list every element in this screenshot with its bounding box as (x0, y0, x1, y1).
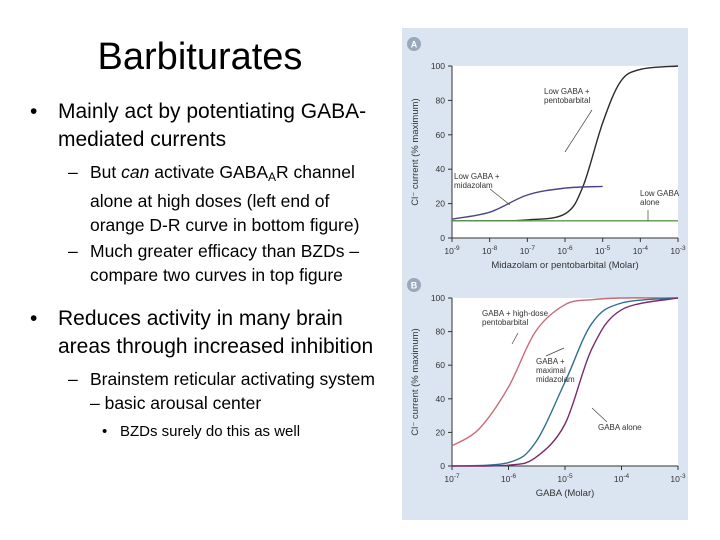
figure-panel (402, 28, 688, 520)
bullet-1-sub-1-pre: But (90, 162, 122, 182)
panel-b-x-tick-label: $10^{-4}$ (613, 473, 630, 484)
panel-a-y-tick-label: 80 (435, 95, 445, 106)
bullet-1-sub-1-post: R channel alone at high doses (left end of orange D-R curve in bottom figure) (90, 162, 360, 235)
bullet-2-sub-1-sub-1 (30, 421, 380, 443)
panel-a-y-tick-label: 60 (435, 129, 445, 140)
panel-a-y-tick-label: 20 (435, 198, 445, 209)
panel-b-y-tick-label: 60 (435, 360, 445, 371)
panel-a-x-tick-label: $10^{-7}$ (519, 245, 535, 256)
panel-b-y-tick-label: 100 (430, 293, 445, 303)
panel-b-x-axis-label: GABA (Molar) (535, 488, 595, 499)
bullet-1-sub-1-mid: activate GABA (149, 162, 269, 182)
bullet-1 (30, 98, 380, 154)
dose-response-figure (402, 28, 688, 520)
bullet-2-sub-1 (30, 367, 380, 415)
panel-a-label: A (410, 39, 418, 50)
panel-a-y-tick-label: 100 (430, 61, 445, 71)
panel-b-x-tick-label: $10^{-5}$ (557, 473, 573, 484)
bullet-2-text: Reduces activity in many brain areas through increased inhibition (58, 307, 374, 358)
bullet-dot: • (30, 307, 38, 330)
panel-a-y-axis-label: Cl⁻ current (% maximum) (410, 98, 421, 206)
panel-a-x-tick-label: $10^{-9}$ (444, 245, 460, 256)
bullet-1-sub-1-subscript: A (268, 170, 277, 184)
bullet-dash: – (68, 369, 78, 389)
panel-b-y-tick-label: 0 (440, 461, 445, 471)
panel-b-y-tick-label: 80 (435, 326, 445, 337)
panel-a-y-tick-label: 40 (435, 164, 445, 175)
panel-a-x-tick-label: $10^{-8}$ (482, 245, 498, 256)
bullet-dot: • (102, 423, 108, 440)
bullet-1-sub-2 (30, 239, 380, 287)
bullet-dash: – (68, 241, 78, 261)
panel-b-y-tick-label: 40 (435, 393, 445, 404)
bullet-2-sub-1-text: Brainstem reticular activating system – basic arousal center (90, 369, 375, 413)
panel-a-x-tick-label: $10^{-4}$ (632, 245, 648, 256)
panel-b-x-tick-label: $10^{-3}$ (670, 473, 686, 484)
bullet-2 (30, 305, 380, 361)
panel-a-x-tick-label: $10^{-6}$ (557, 245, 573, 256)
panel-b-annotation-alone: GABA alone (598, 423, 642, 432)
panel-a-annotation-midazolam: Low GABA + midazolam (454, 172, 500, 190)
panel-b-y-axis-label: Cl⁻ current (% maximum) (410, 328, 421, 436)
panel-a-x-tick-label: $10^{-5}$ (595, 245, 611, 256)
bullet-dot: • (30, 100, 38, 123)
bullet-1-sub-1-italic: can (121, 162, 150, 182)
bullet-1-sub-2-text: Much greater efficacy than BZDs – compare two curves in top figure (90, 241, 360, 285)
panel-a-x-tick-label: $10^{-3}$ (670, 245, 686, 256)
bullet-2-sub-1-sub-1-text: BZDs surely do this as well (120, 423, 301, 440)
panel-a-annotation-pentobarbital: Low GABA + pentobarbital (544, 87, 591, 105)
panel-b-label: B (410, 280, 418, 291)
panel-b-annotation-pentobarbital: GABA + high-dose pentobarbital (482, 309, 549, 327)
slide-title: Barbiturates (97, 36, 303, 78)
bullet-list (30, 98, 380, 443)
panel-b-x-tick-label: $10^{-7}$ (444, 473, 460, 484)
panel-b-x-tick-label: $10^{-6}$ (500, 473, 517, 484)
panel-b-annotation-midazolam: GABA + maximal midazolam (536, 357, 575, 384)
panel-a-x-axis-label: Midazolam or pentobarbital (Molar) (491, 260, 639, 271)
panel-a-y-tick-label: 0 (440, 233, 445, 243)
bullet-1-text: Mainly act by potentiating GABA-mediated currents (58, 100, 367, 151)
panel-a-annotation-alone: Low GABA alone (640, 189, 680, 207)
bullet-1-sub-1 (30, 160, 380, 237)
bullet-dash: – (68, 162, 78, 182)
panel-b-y-tick-label: 20 (435, 427, 445, 438)
